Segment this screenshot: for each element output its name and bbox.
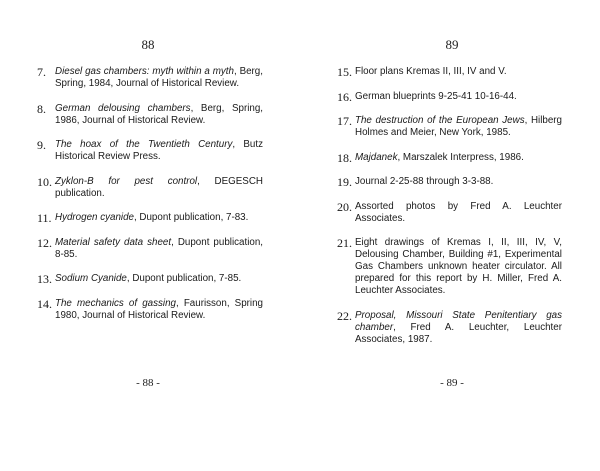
reference-item [337,152,562,164]
reference-item [37,298,263,322]
right-page [300,0,600,471]
right-page-number-bottom: - 89 - [440,377,464,389]
reference-item [337,310,562,346]
reference-details: , Marszalek Interpress, 1986. [397,151,524,163]
reference-item [37,237,263,261]
reference-item [337,201,562,225]
reference-number: 9. [37,138,46,152]
reference-text [355,201,562,225]
reference-details: , Faurisson, Spring 1980, Journal of Historical Review. [55,297,263,321]
reference-number: 8. [37,101,46,116]
reference-title: The hoax of the Twentieth Century [55,139,233,150]
reference-details: , Dupont publication, 7-83. [133,212,249,223]
reference-title: German delousing chambers [55,102,191,114]
reference-text [355,237,562,297]
reference-title: The mechanics of gassing [55,297,176,309]
left-reference-list [37,66,263,334]
reference-text [55,103,263,127]
right-reference-list [337,66,562,358]
reference-number: 15. [337,65,352,79]
reference-text [55,212,263,224]
reference-text [55,273,263,285]
reference-number: 10. [37,174,52,189]
reference-number: 13. [37,272,52,286]
reference-details: , Butz Historical Review Press. [55,139,263,162]
right-page-number-top: 89 [445,37,459,52]
reference-number: 14. [37,296,52,311]
reference-title: Majdanek [355,151,398,163]
reference-text [55,139,263,163]
reference-number: 22. [337,308,352,323]
reference-number: 20. [337,199,352,214]
reference-number: 16. [337,89,352,104]
reference-details: German blueprints 9-25-41 10-16-44. [355,90,517,102]
reference-details: Floor plans Kremas II, III, IV and V. [355,66,507,77]
reference-details: , Berg, Spring, 1984, Journal of Historical Review. [55,66,263,89]
reference-details: , Dupont publication, 8-85. [55,236,263,260]
reference-details: , Fred A. Leuchter, Leuchter Associates, 1987. [355,321,562,345]
reference-details: , Hilberg Holmes and Meier, New York, 1985. [355,115,563,138]
reference-text [355,152,562,164]
reference-text [55,237,263,261]
reference-item [37,273,263,285]
reference-number: 19. [337,175,352,189]
reference-item [37,139,263,163]
reference-number: 18. [337,150,352,165]
reference-details: Eight drawings of Kremas I, II, III, IV, V, Delousing Chamber, Building #1, Experimental Gas Chambers unknown heater circulator. All prepared for this report by H. Miller, Fred A. Leuchter Associates. [355,237,562,296]
reference-item [337,176,562,188]
reference-title: Diesel gas chambers: myth within a myth [55,66,234,77]
reference-title: The destruction of the European Jews [355,115,525,126]
left-page-number-bottom: - 88 - [136,377,160,389]
reference-text [55,176,263,200]
reference-text [355,176,562,188]
reference-title: Sodium Cyanide [55,273,127,284]
reference-number: 7. [37,65,46,79]
reference-number: 12. [37,235,52,250]
reference-details: , Dupont publication, 7-85. [126,273,242,284]
reference-text [355,310,562,346]
reference-number: 21. [337,236,352,250]
reference-text [355,66,562,78]
reference-item [337,237,562,297]
reference-item [37,66,263,90]
reference-item [337,115,562,139]
reference-item [337,91,562,103]
reference-details: , DEGESCH publication. [55,175,263,199]
reference-item [37,176,263,200]
reference-item [37,212,263,224]
reference-number: 11. [37,211,52,225]
reference-title: Zyklon-B for pest control [55,175,198,187]
reference-title: Material safety data sheet [55,236,172,248]
reference-details: Assorted photos by Fred A. Leuchter Associates. [355,200,562,224]
reference-title: Proposal, Missouri State Penitentiary gas chamber [355,309,562,333]
reference-item [337,66,562,78]
left-page-number-top: 88 [141,37,155,52]
reference-text [55,66,263,90]
reference-details: , Berg, Spring, 1986, Journal of Historical Review. [55,102,264,126]
reference-text [55,298,263,322]
reference-text [355,91,562,103]
reference-title: Hydrogen cyanide [55,212,134,223]
reference-text [355,115,562,139]
reference-number: 17. [337,114,352,128]
reference-details: Journal 2-25-88 through 3-3-88. [355,176,494,187]
reference-item [37,103,263,127]
